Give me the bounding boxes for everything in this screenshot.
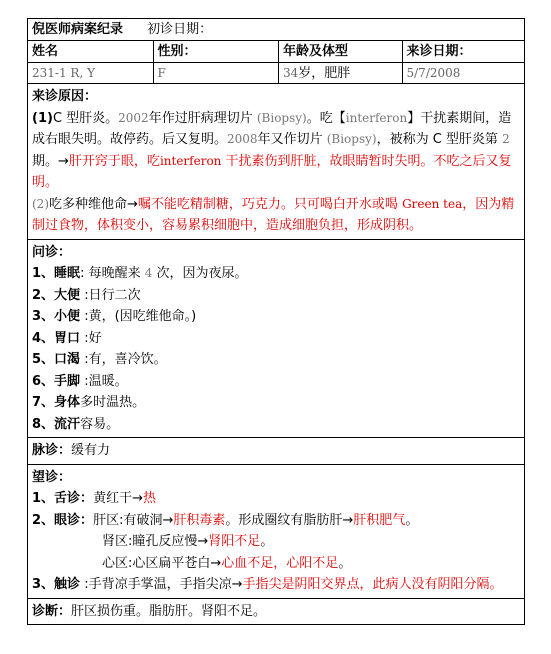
label-sex: 性别： xyxy=(154,41,280,62)
inquiry-item xyxy=(32,371,520,393)
reason-para-2 xyxy=(32,194,520,237)
info-labels-row xyxy=(28,41,524,63)
inquiry-item-key: 胃口 xyxy=(54,330,81,346)
eye-line-heart xyxy=(32,553,520,575)
touch-text: :手背凉手掌温，手指尖凉 xyxy=(84,577,232,592)
tongue-num: 1、 xyxy=(32,491,55,506)
inquiry-section xyxy=(28,240,524,439)
diagnosis-line xyxy=(32,601,520,623)
reason-p1-year2: 2008 xyxy=(227,132,258,146)
inquiry-item xyxy=(32,263,520,285)
observe-section xyxy=(28,465,524,599)
info-values-row xyxy=(28,63,524,84)
inquiry-item-num: 5、 xyxy=(32,352,55,367)
inquiry-item-num: 3、 xyxy=(32,309,55,324)
value-age xyxy=(279,63,403,83)
pulse-title: 脉诊： xyxy=(32,443,72,458)
inquiry-item xyxy=(32,349,520,371)
inquiry-item-key: 口渴 xyxy=(54,352,81,367)
value-sex: F xyxy=(154,63,280,83)
inquiry-item-text: 多时温热。 xyxy=(80,395,146,410)
tongue-key: 舌诊： xyxy=(54,491,94,506)
pulse-line xyxy=(32,440,520,462)
inquiry-item-text: 容易。 xyxy=(80,416,120,432)
inquiry-item xyxy=(32,328,520,350)
observe-title: 望诊： xyxy=(32,469,72,485)
inquiry-item-sep: : xyxy=(84,309,89,324)
reason-p1-text6: ，被称为 C 型肝炎第 xyxy=(376,132,498,147)
reason-title: 来诊原因： xyxy=(32,89,98,104)
eye-heart-red: 心血不足，心阳不足 xyxy=(221,555,339,571)
tongue-text: 黄红干 xyxy=(93,491,133,506)
record-header xyxy=(28,19,524,41)
touch-line xyxy=(32,574,520,596)
tongue-arrow: → xyxy=(132,491,143,506)
eye-kidney-red: 肾阳不足 xyxy=(208,534,261,549)
reason-p1-year1: 2002 xyxy=(118,110,149,125)
inquiry-item-sep: : xyxy=(84,287,89,303)
value-age-rest: 岁，肥胖 xyxy=(298,66,351,81)
pulse-text: 缓有力 xyxy=(71,443,111,458)
eye-kidney-end: 。 xyxy=(260,534,274,549)
case-record xyxy=(27,18,525,625)
inquiry-item-num: 1、 xyxy=(32,266,55,281)
reason-p2-red1: 嘱不能吃精制糖，巧克力。只可喝白开水或喝 xyxy=(137,196,398,212)
inquiry-item-num: 4、 xyxy=(32,330,55,346)
inquiry-item-num: 7、 xyxy=(32,395,55,410)
inquiry-title: 问诊： xyxy=(32,244,72,260)
inquiry-item-text: 日行二次 xyxy=(88,287,141,303)
value-name: 231-1 R, Y xyxy=(28,63,154,83)
reason-p2-num: (2) xyxy=(32,196,49,211)
reason-p1-biopsy1: (Biopsy) xyxy=(256,110,307,125)
diagnosis-title: 诊断： xyxy=(32,603,72,619)
inquiry-item-post: 次，因为夜尿。 xyxy=(156,266,248,281)
reason-p2-green-tea: Green tea xyxy=(402,196,463,211)
inquiry-item-key: 小便 xyxy=(54,309,81,324)
reason-para-1 xyxy=(32,108,520,194)
reason-p1-interferon: interferon xyxy=(345,110,408,125)
inquiry-item-num: 2、 xyxy=(32,287,55,303)
touch-red: 手指尖是阴阳交界点，此病人没有阴阳分隔。 xyxy=(242,577,503,592)
eye-liver-end: 。 xyxy=(405,512,419,528)
reason-p1-stage: 2 xyxy=(502,132,510,146)
inquiry-item-num: 8、 xyxy=(32,416,55,432)
inquiry-item-text: 好 xyxy=(88,330,102,346)
reason-p1-num: (1) xyxy=(32,110,53,126)
value-visit-date: 5/7/2008 xyxy=(406,66,461,80)
reason-section xyxy=(28,84,524,240)
pulse-section xyxy=(28,438,524,465)
eye-heart-end: 。 xyxy=(338,555,352,571)
reason-p1-biopsy2: (Biopsy) xyxy=(326,132,377,146)
inquiry-item-sep: : xyxy=(80,266,85,281)
eye-kidney-arrow: → xyxy=(197,534,209,549)
reason-p1-text1: C 型肝炎。 xyxy=(52,110,119,126)
reason-p1-text3: 。吃【 xyxy=(306,110,346,126)
inquiry-item-sep: : xyxy=(84,330,89,346)
eye-num: 2、 xyxy=(32,512,55,528)
eye-liver-arrow2: → xyxy=(342,512,354,528)
inquiry-item-text: 温暖。 xyxy=(88,373,128,389)
label-name: 姓名 xyxy=(28,41,154,62)
tongue-line xyxy=(32,488,520,510)
inquiry-item xyxy=(32,285,520,307)
record-title: 倪医师病案纪录 xyxy=(32,22,124,37)
reason-p1-red-interferon: interferon xyxy=(159,153,222,168)
inquiry-item-text: 有，喜冷饮。 xyxy=(88,352,167,367)
record-table xyxy=(27,18,525,625)
inquiry-item-num: 6、 xyxy=(32,373,55,389)
reason-p1-red1: 肝开窍于眼，吃 xyxy=(68,153,160,169)
eye-liver-text: 肝区:有破洞 xyxy=(93,512,163,528)
touch-arrow: → xyxy=(231,577,243,592)
inquiry-item-sep: : xyxy=(84,373,89,389)
tongue-red: 热 xyxy=(142,491,156,506)
inquiry-item-sep: : xyxy=(84,352,89,367)
reason-p1-text4: 】干扰素期间，造成右眼失明。故停药。后又复明。 xyxy=(32,110,512,147)
touch-num: 3、 xyxy=(32,577,55,592)
inquiry-item xyxy=(32,414,520,436)
eye-liver-red: 肝积毒素 xyxy=(173,512,226,528)
eye-line-kidney xyxy=(32,531,520,553)
eye-kidney-text: 肾区:瞳孔反应慢 xyxy=(102,534,198,549)
inquiry-item-text: 每晚醒来 xyxy=(88,266,141,281)
reason-p1-text7: 期。 xyxy=(32,153,59,169)
label-visit-date: 来诊日期： xyxy=(406,44,472,59)
value-age-num: 34 xyxy=(283,66,299,80)
inquiry-item xyxy=(32,306,520,328)
inquiry-item-grey: 4 xyxy=(144,266,153,280)
eye-heart-text: 心区:心区扁平苍白 xyxy=(102,555,211,571)
inquiry-item-key: 睡眠 xyxy=(54,266,81,281)
inquiry-item-key: 身体 xyxy=(54,395,81,410)
inquiry-item-key: 手脚 xyxy=(54,373,81,389)
label-age: 年龄及体型 xyxy=(279,41,403,62)
first-visit-label: 初诊日期： xyxy=(147,22,213,37)
reason-p1-arrow: → xyxy=(58,153,69,169)
reason-p1-text2: 年作过肝病理切片 xyxy=(148,110,253,126)
reason-p1-red2: 干扰素伤到肝脏，故眼睛暂时失明。不吃之后又复明。 xyxy=(32,153,512,190)
inquiry-item-key: 流汗 xyxy=(54,416,81,432)
eye-heart-arrow: → xyxy=(210,555,222,571)
eye-line-liver xyxy=(32,510,520,532)
eye-liver-arrow: → xyxy=(162,512,174,528)
diagnosis-section xyxy=(28,599,524,625)
reason-p2-arrow: → xyxy=(127,196,138,212)
diagnosis-text: 肝区损伤重。脂肪肝。肾阳不足。 xyxy=(71,603,267,619)
eye-liver-red2: 肝积肥气 xyxy=(353,512,406,528)
reason-p2-red2: ，因为精制过食物，体积变小，容易累积细胞中，造成细胞负担，形成阴积。 xyxy=(32,196,515,233)
touch-key: 触诊 xyxy=(54,577,81,592)
eye-liver-text2: 。形成圈纹有脂肪肝 xyxy=(225,512,343,528)
inquiry-item-key: 大便 xyxy=(54,287,81,303)
inquiry-item-text: 黄，(因吃维他命。) xyxy=(88,309,197,324)
reason-p1-text5: 年又作切片 xyxy=(257,132,323,147)
eye-key: 眼诊： xyxy=(54,512,94,528)
inquiry-item xyxy=(32,392,520,414)
reason-p2-text1: 吃多种维他命 xyxy=(49,196,128,212)
